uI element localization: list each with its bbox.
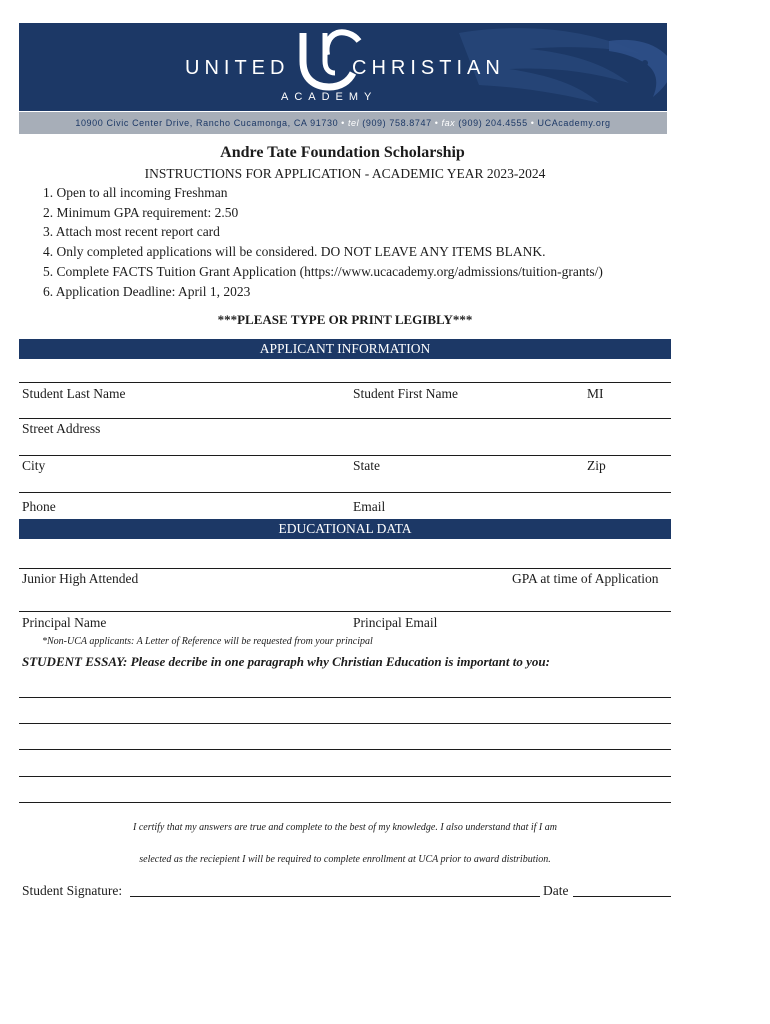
logo-word-sub: ACADEMY bbox=[281, 91, 378, 103]
fax-label: fax bbox=[441, 118, 456, 128]
field-line bbox=[19, 455, 671, 456]
first-name-label: Student First Name bbox=[353, 386, 458, 401]
date-field[interactable] bbox=[573, 884, 671, 897]
logo-word-right: CHRISTIAN bbox=[352, 57, 505, 79]
website-link[interactable]: UCAcademy.org bbox=[537, 118, 611, 128]
instruction-item: 2. Minimum GPA requirement: 2.50 bbox=[43, 205, 239, 220]
zip-label: Zip bbox=[587, 458, 606, 473]
address-bar bbox=[19, 112, 667, 134]
certification-line-1: I certify that my answers are true and complete to the best of my knowledge. I also understand that if I am bbox=[132, 822, 557, 833]
separator: • bbox=[341, 118, 345, 128]
street-address-label: Street Address bbox=[22, 421, 101, 436]
certification-line-2: selected as the reciepient I will be required to complete enrollment at UCA prior to award distribution. bbox=[139, 854, 551, 865]
instruction-item: 3. Attach most recent report card bbox=[43, 224, 220, 239]
logo-word-left: UNITED bbox=[185, 57, 290, 79]
date-label: Date bbox=[543, 883, 569, 898]
field-line bbox=[19, 382, 671, 383]
junior-high-label: Junior High Attended bbox=[22, 571, 139, 586]
essay-line[interactable] bbox=[19, 802, 671, 803]
instruction-item: 5. Complete FACTS Tuition Grant Application (https://www.ucacademy.org/admissions/tuition-grants/) bbox=[43, 264, 603, 279]
phone-label: Phone bbox=[22, 499, 56, 514]
field-line bbox=[19, 611, 671, 612]
essay-line[interactable] bbox=[19, 776, 671, 777]
principal-name-label: Principal Name bbox=[22, 615, 107, 630]
gpa-label: GPA at time of Application bbox=[512, 571, 659, 586]
instruction-item: 1. Open to all incoming Freshman bbox=[43, 185, 228, 200]
email-label: Email bbox=[353, 499, 386, 514]
document-title: Andre Tate Foundation Scholarship bbox=[220, 144, 465, 161]
applicant-section-header: APPLICANT INFORMATION bbox=[19, 339, 671, 359]
last-name-label: Student Last Name bbox=[22, 386, 126, 401]
reference-note: *Non-UCA applicants: A Letter of Reference will be requested from your principal bbox=[42, 636, 373, 647]
essay-prompt: STUDENT ESSAY: Please decribe in one paragraph why Christian Education is important to you: bbox=[22, 654, 550, 669]
education-section-header: EDUCATIONAL DATA bbox=[19, 519, 671, 539]
address-text: 10900 Civic Center Drive, Rancho Cucamonga, CA 91730 bbox=[75, 118, 339, 128]
signature-field[interactable] bbox=[130, 884, 540, 897]
field-line bbox=[19, 568, 671, 569]
tel-label: tel bbox=[347, 118, 360, 128]
tel-number: (909) 758.8747 bbox=[362, 118, 432, 128]
header-banner bbox=[19, 23, 667, 111]
document-subtitle: INSTRUCTIONS FOR APPLICATION - ACADEMIC YEAR 2023-2024 bbox=[144, 166, 546, 181]
separator: • bbox=[530, 118, 535, 128]
instruction-item: 6. Application Deadline: April 1, 2023 bbox=[43, 284, 251, 299]
mi-label: MI bbox=[587, 386, 604, 401]
city-label: City bbox=[22, 458, 46, 473]
state-label: State bbox=[353, 458, 380, 473]
essay-line[interactable] bbox=[19, 749, 671, 750]
essay-line[interactable] bbox=[19, 697, 671, 698]
signature-label: Student Signature: bbox=[22, 883, 123, 898]
field-line bbox=[19, 492, 671, 493]
separator: • bbox=[434, 118, 439, 128]
legibility-note: ***PLEASE TYPE OR PRINT LEGIBLY*** bbox=[217, 312, 473, 327]
instruction-item: 4. Only completed applications will be considered. DO NOT LEAVE ANY ITEMS BLANK. bbox=[43, 244, 546, 259]
fax-number: (909) 204.4555 bbox=[458, 118, 528, 128]
essay-line[interactable] bbox=[19, 723, 671, 724]
principal-email-label: Principal Email bbox=[353, 615, 438, 630]
field-line bbox=[19, 418, 671, 419]
